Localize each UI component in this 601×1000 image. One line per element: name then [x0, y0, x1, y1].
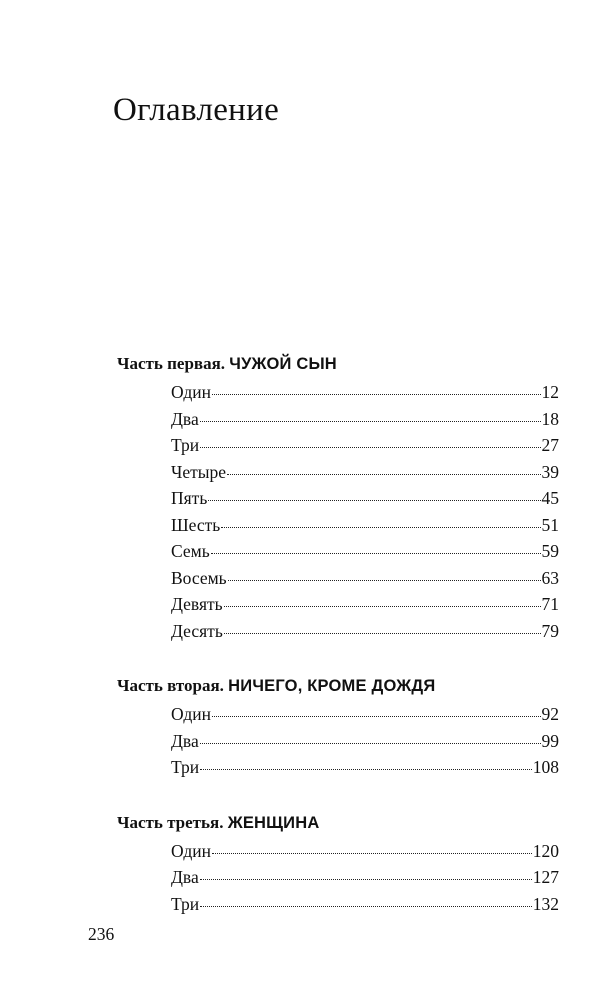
part-entries	[117, 838, 559, 918]
entry-page-number: 108	[532, 757, 559, 777]
dot-leader	[200, 447, 540, 448]
dot-leader	[200, 743, 541, 744]
dot-leader	[200, 769, 532, 770]
dot-leader	[228, 580, 541, 581]
dot-leader	[224, 633, 541, 634]
entry-page-number: 63	[541, 567, 559, 588]
entry-page-number: 79	[541, 620, 559, 641]
entry-page-number: 45	[541, 488, 559, 508]
entry-title: Десять	[171, 620, 223, 641]
toc-entry	[117, 459, 559, 486]
dot-leader	[212, 716, 540, 717]
dot-leader	[224, 606, 541, 607]
part-title: ЧУЖОЙ СЫН	[229, 355, 337, 373]
dot-leader	[200, 421, 541, 422]
entry-page-number: 127	[532, 867, 559, 887]
toc-entry	[117, 432, 559, 459]
entry-title: Один	[171, 382, 212, 402]
entry-page-number: 12	[541, 382, 559, 402]
toc-entry	[117, 565, 559, 592]
part-heading	[117, 352, 559, 376]
part-entries	[117, 379, 559, 644]
toc-entry	[117, 379, 559, 406]
toc-entry	[117, 406, 559, 433]
table-of-contents	[117, 352, 559, 917]
toc-entry	[117, 728, 559, 755]
entry-title: Три	[171, 893, 200, 914]
entry-title: Семь	[171, 541, 210, 561]
toc-part	[117, 811, 559, 918]
entry-title: Шесть	[171, 514, 221, 535]
entry-title: Девять	[171, 594, 223, 614]
entry-page-number: 120	[532, 840, 559, 861]
toc-entry	[117, 864, 559, 891]
toc-entry	[117, 485, 559, 512]
toc-part	[117, 352, 559, 644]
folio-page-number: 236	[88, 924, 115, 944]
entry-page-number: 18	[541, 408, 559, 429]
dot-leader	[221, 527, 540, 528]
entry-page-number: 51	[541, 514, 559, 535]
toc-entry	[117, 701, 559, 728]
dot-leader	[200, 906, 532, 907]
entry-page-number: 39	[541, 461, 559, 482]
entry-title: Пять	[171, 488, 208, 508]
dot-leader	[208, 500, 540, 501]
entry-page-number: 99	[541, 730, 559, 751]
part-title: ЖЕНЩИНА	[227, 813, 320, 832]
entry-page-number: 71	[541, 594, 559, 614]
toc-entry	[117, 891, 559, 918]
entry-page-number: 59	[541, 541, 559, 561]
part-prefix: Часть вторая.	[117, 676, 224, 695]
toc-entry	[117, 838, 559, 865]
entry-title: Один	[171, 840, 212, 861]
part-prefix: Часть первая.	[117, 354, 226, 373]
toc-entry	[117, 591, 559, 618]
entry-title: Три	[171, 757, 200, 777]
toc-entry	[117, 618, 559, 645]
page-title: Оглавление	[113, 92, 280, 128]
entry-page-number: 92	[541, 704, 559, 724]
dot-leader	[211, 553, 541, 554]
part-heading	[117, 811, 559, 835]
entry-title: Два	[171, 730, 199, 751]
entry-title: Два	[171, 408, 199, 429]
toc-entry	[117, 538, 559, 565]
entry-page-number: 27	[541, 435, 559, 455]
entry-title: Два	[171, 867, 199, 887]
part-entries	[117, 701, 559, 781]
toc-entry	[117, 754, 559, 781]
dot-leader	[212, 394, 540, 395]
part-prefix: Часть третья.	[117, 812, 224, 832]
dot-leader	[200, 879, 532, 880]
part-heading	[117, 674, 559, 698]
entry-title: Четыре	[171, 461, 227, 482]
dot-leader	[227, 474, 540, 475]
toc-part	[117, 674, 559, 781]
entry-page-number: 132	[532, 893, 559, 914]
entry-title: Один	[171, 704, 212, 724]
entry-title: Три	[171, 435, 200, 455]
entry-title: Восемь	[171, 567, 227, 588]
toc-entry	[117, 512, 559, 539]
part-title: НИЧЕГО, КРОМЕ ДОЖДЯ	[228, 677, 436, 695]
dot-leader	[212, 853, 532, 854]
